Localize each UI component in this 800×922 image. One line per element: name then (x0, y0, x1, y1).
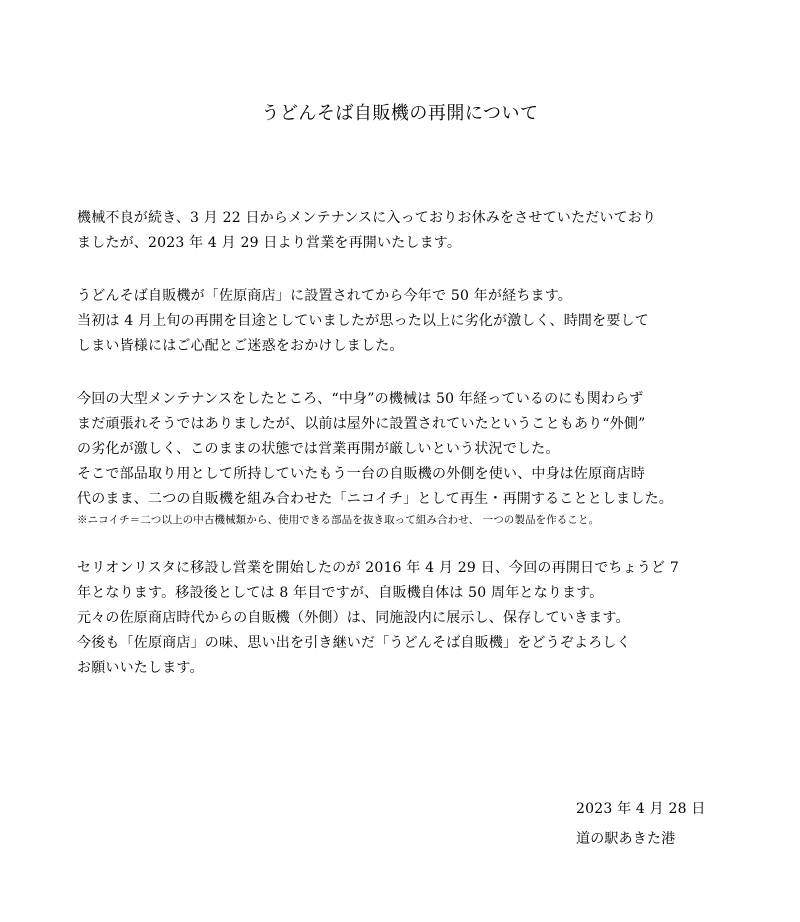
text-line: 機械不良が続き、3 月 22 日からメンテナンスに入っておりお休みをさせていただいており (77, 210, 657, 226)
text-line: 今後も「佐原商店」の味、思い出を引き継いだ「うどんそば自販機」をどうぞよろしく (77, 635, 631, 651)
text-line: の劣化が激しく、このままの状態では営業再開が厳しいという状況でした。 (77, 441, 560, 457)
text-line: 元々の佐原商店時代からの自販機（外側）は、同施設内に展示し、保存していきます。 (77, 610, 630, 626)
footnote: ※ニコイチ＝二つ以上の中古機械類から、使用できる部品を抜き取って組み合わせ、 一つの製品を作ること。 (77, 514, 600, 526)
signature-organization: 道の駅あきた港 (576, 831, 676, 847)
paragraph-history (77, 284, 737, 359)
paragraph-closure-notice (77, 206, 737, 256)
text-line: しまい皆様にはご心配とご迷惑をおかけしました。 (77, 338, 404, 354)
paragraph-relocation (77, 556, 737, 681)
text-line: 今回の大型メンテナンスをしたところ、“中身”の機械は 50 年経っているのにも関わらず (77, 391, 644, 407)
text-line: まだ頑張れそうではありましたが、以前は屋外に設置されていたということもあり“外側” (77, 416, 646, 432)
text-line: 年となります。移設後としては 8 年目ですが、自販機自体は 50 周年となります。 (77, 585, 604, 601)
text-line: そこで部品取り用として所持していたもう一台の自販機の外側を使い、中身は佐原商店時 (77, 466, 645, 482)
signature-block (576, 794, 706, 854)
document-body (77, 206, 737, 681)
document-title: うどんそば自販機の再開について (261, 103, 539, 124)
text-line: ましたが、2023 年 4 月 29 日より営業を再開いたします。 (77, 235, 462, 251)
paragraph-maintenance (77, 387, 737, 528)
signature-date: 2023 年 4 月 28 日 (576, 801, 706, 817)
text-line: お願いいたします。 (77, 660, 204, 676)
text-line: 当初は 4 月上旬の再開を目途としていましたが思った以上に劣化が激しく、時間を要して (77, 313, 649, 329)
text-line: うどんそば自販機が「佐原商店」に設置されてから今年で 50 年が経ちます。 (77, 288, 572, 304)
text-line: 代のまま、二つの自販機を組み合わせた「ニコイチ」として再生・再開することとしました。 (77, 491, 673, 507)
text-line: セリオンリスタに移設し営業を開始したのが 2016 年 4 月 29 日、今回の再開日でちょうど 7 (77, 560, 679, 576)
